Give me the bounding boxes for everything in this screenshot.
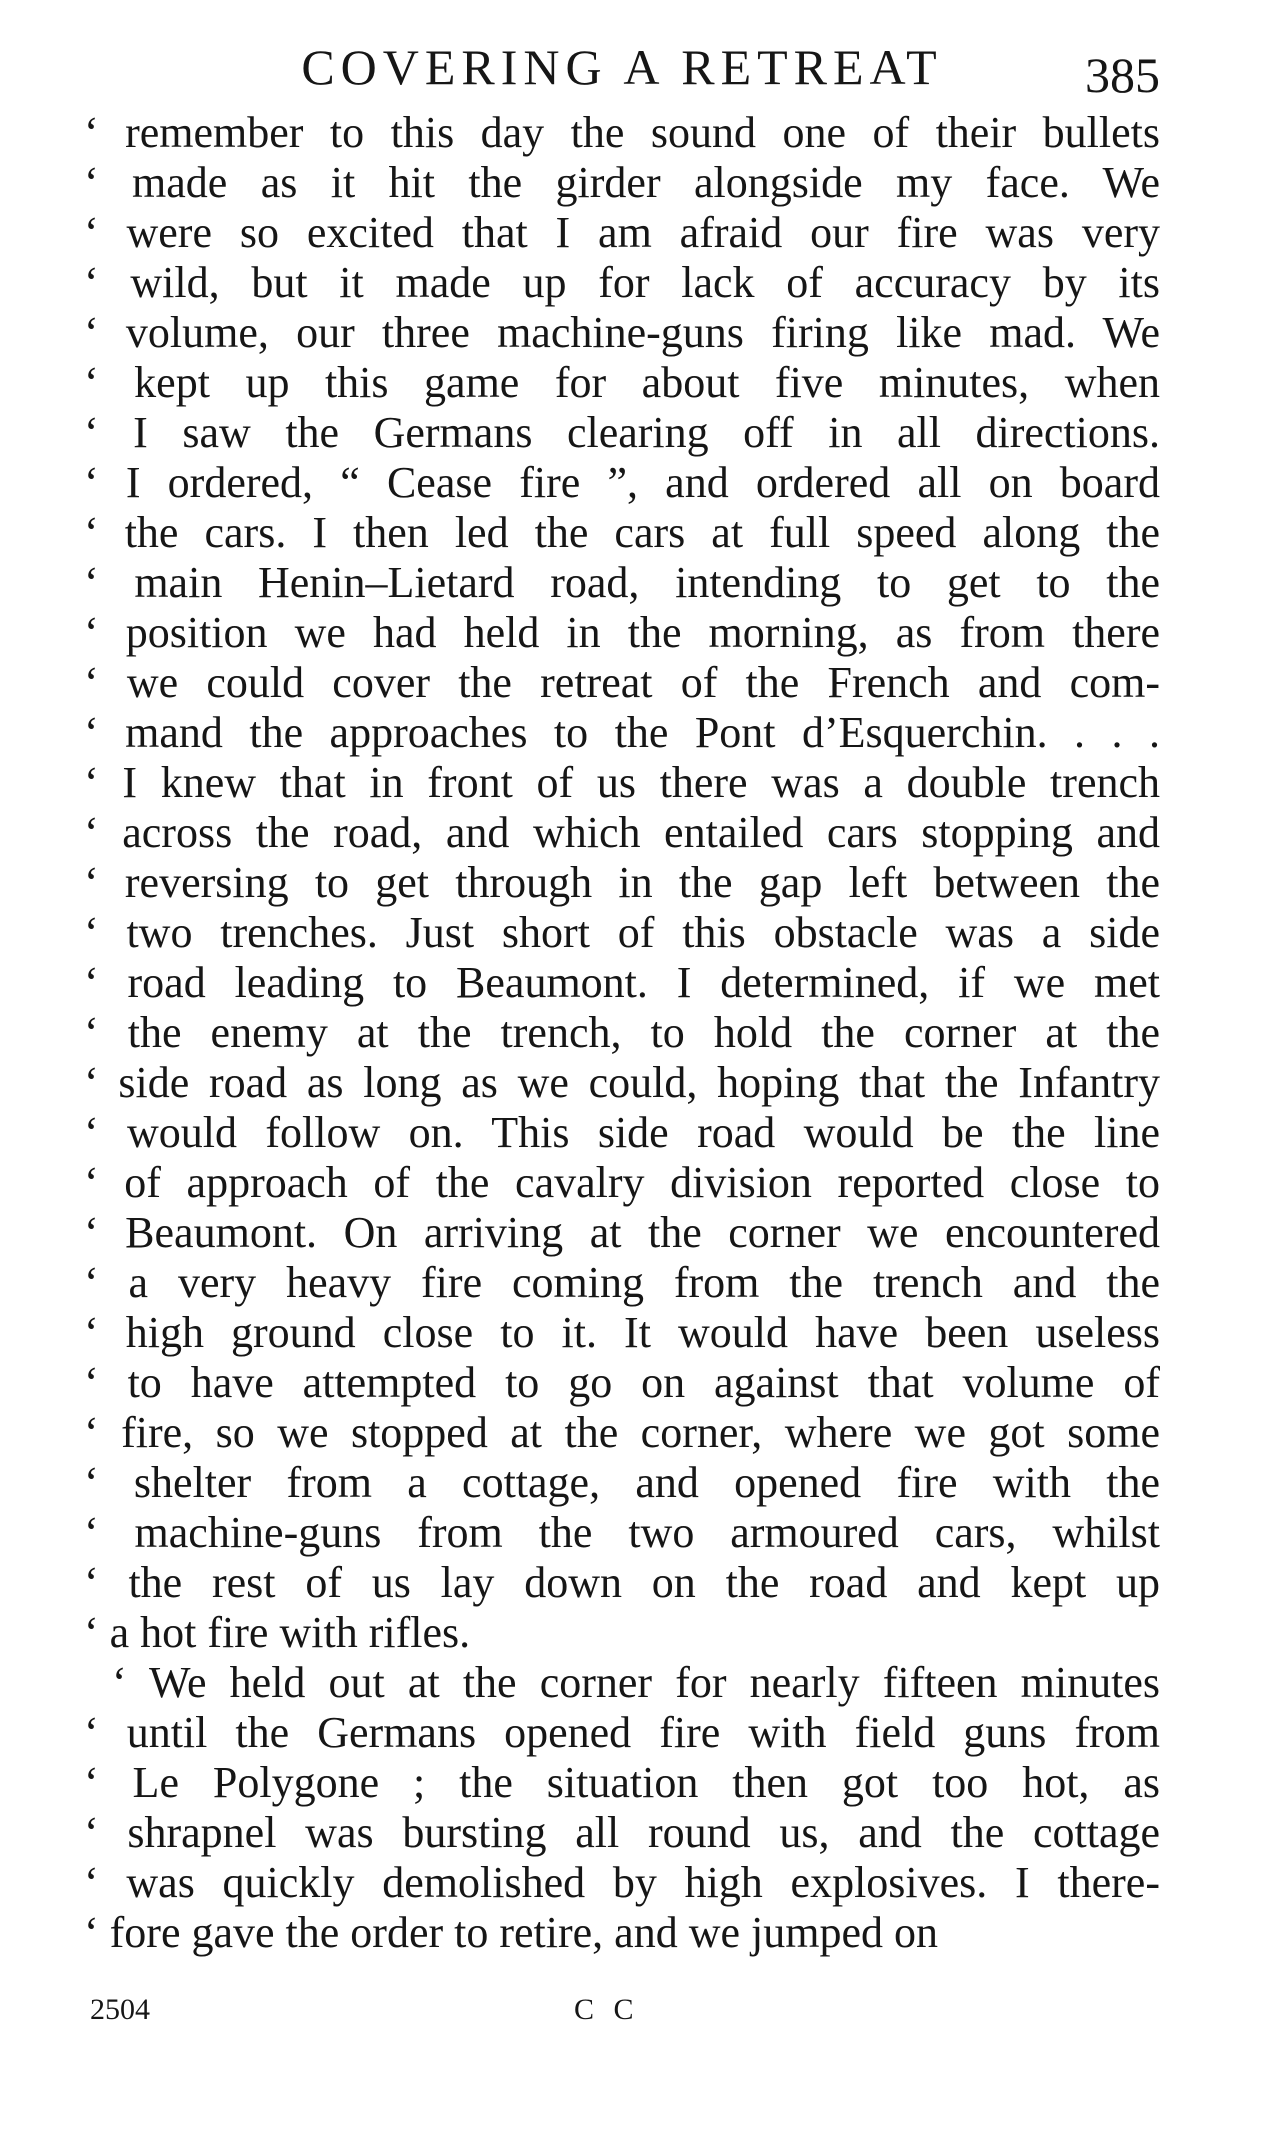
text-line: ‘ machine-guns from the two armoured cars, whilst: [84, 1508, 1160, 1557]
text-line: ‘ the enemy at the trench, to hold the corner at the: [84, 1008, 1160, 1057]
text-line: ‘ made as it hit the girder alongside my face. We: [84, 158, 1160, 207]
paragraph: [84, 108, 1160, 1658]
text-line: ‘ was quickly demolished by high explosives. I there-: [84, 1858, 1160, 1907]
text-line: ‘ a very heavy fire coming from the trench and the: [84, 1258, 1160, 1307]
text-line: ‘ position we had held in the morning, as from there: [84, 608, 1160, 657]
text-line: ‘ the cars. I then led the cars at full speed along the: [84, 508, 1160, 557]
gathering-mark: C C: [574, 1993, 640, 2026]
text-line: ‘ high ground close to it. It would have been useless: [84, 1308, 1160, 1357]
text-line: ‘ two trenches. Just short of this obstacle was a side: [84, 908, 1160, 957]
text-line: ‘ shrapnel was bursting all round us, and the cottage: [84, 1808, 1160, 1857]
paragraph: [84, 1658, 1160, 1958]
text-line: ‘ Le Polygone ; the situation then got too hot, as: [84, 1758, 1160, 1807]
text-line: ‘ wild, but it made up for lack of accuracy by its: [84, 258, 1160, 307]
text-line: ‘ shelter from a cottage, and opened fire with the: [84, 1458, 1160, 1507]
body-text: [84, 108, 1160, 1958]
page-footer: [84, 1990, 1160, 2030]
text-line: ‘ we could cover the retreat of the French and com-: [84, 658, 1160, 707]
page-number: 385: [1085, 47, 1160, 103]
text-line: ‘ main Henin–Lietard road, intending to get to the: [84, 558, 1160, 607]
text-line: ‘ until the Germans opened fire with field guns from: [84, 1708, 1160, 1757]
running-head: [84, 32, 1160, 102]
text-line: ‘ fore gave the order to retire, and we jumped on: [84, 1908, 938, 1957]
text-line: ‘ the rest of us lay down on the road and kept up: [84, 1558, 1160, 1607]
text-line: ‘ remember to this day the sound one of their bullets: [84, 108, 1160, 157]
text-line: ‘ would follow on. This side road would be the line: [84, 1108, 1160, 1157]
text-line: ‘ Beaumont. On arriving at the corner we encountered: [84, 1208, 1160, 1257]
text-line: ‘ volume, our three machine-guns firing like mad. We: [84, 308, 1160, 357]
running-title: COVERING A RETREAT: [301, 39, 943, 95]
text-line: ‘ reversing to get through in the gap left between the: [84, 858, 1160, 907]
text-line: ‘ road leading to Beaumont. I determined, if we met: [84, 958, 1160, 1007]
text-line: ‘ across the road, and which entailed cars stopping and: [84, 808, 1160, 857]
text-line: ‘ We held out at the corner for nearly fifteen minutes: [112, 1658, 1160, 1707]
text-line: ‘ were so excited that I am afraid our fire was very: [84, 208, 1160, 257]
text-line: ‘ a hot fire with rifles.: [84, 1608, 471, 1657]
printer-signature-mark: 2504: [90, 1993, 150, 2026]
text-line: ‘ fire, so we stopped at the corner, where we got some: [84, 1408, 1160, 1457]
text-line: ‘ I saw the Germans clearing off in all directions.: [84, 408, 1160, 457]
text-line: ‘ I knew that in front of us there was a double trench: [84, 758, 1160, 807]
text-line: ‘ mand the approaches to the Pont d’Esquerchin. . . .: [84, 708, 1160, 757]
text-line: ‘ I ordered, “ Cease fire ”, and ordered all on board: [84, 458, 1160, 507]
text-line: ‘ kept up this game for about five minutes, when: [84, 358, 1160, 407]
text-line: ‘ of approach of the cavalry division reported close to: [84, 1158, 1160, 1207]
text-line: ‘ to have attempted to go on against that volume of: [84, 1358, 1160, 1407]
text-line: ‘ side road as long as we could, hoping that the Infantry: [84, 1058, 1160, 1107]
